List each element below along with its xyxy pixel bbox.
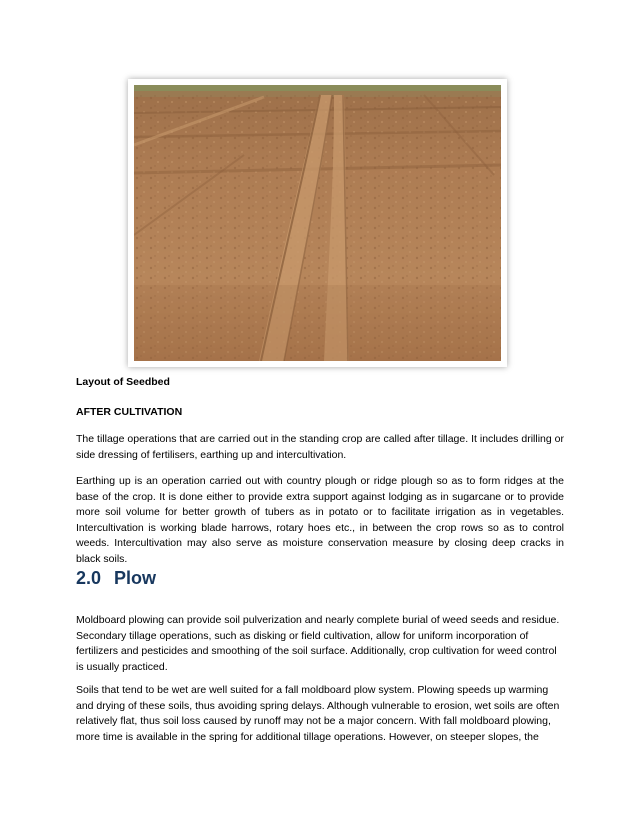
after-cultivation-paragraph-1: The tillage operations that are carried out in the standing crop are called after tillage. It includes drilling or side dressing of fertilisers, earthing up and intercultivation. <box>76 433 564 461</box>
plow-section-heading <box>76 568 156 589</box>
figure-caption: Layout of Seedbed <box>76 376 170 388</box>
seedbed-field-image <box>134 85 501 361</box>
plow-paragraph-2: Soils that tend to be wet are well suited for a fall moldboard plow system. Plowing speeds up warming and drying of these soils, thus avoiding spring delays. Although vulnerable to erosion, wet soils are often relatively flat, thus soil loss caused by runoff may not be a major concern. With fall moldboard plowing, more time is available in the spring for additional tillage operations. However, on steeper slopes, the <box>76 684 560 743</box>
after-cultivation-heading: AFTER CULTIVATION <box>76 406 183 418</box>
seedbed-photo-frame <box>128 79 507 367</box>
section-number: 2.0 <box>76 568 102 588</box>
plow-paragraph-1: Moldboard plowing can provide soil pulverization and nearly complete burial of weed seeds and residue. Secondary tillage operations, such as disking or field cultivation, allow for uniform incorporation of fertilizers and pesticides and smoothing of the soil surface. Additionally, crop cultivation for weed control is usually practiced. <box>76 614 560 673</box>
section-title-text: Plow <box>114 568 157 588</box>
after-cultivation-paragraph-2: Earthing up is an operation carried out with country plough or ridge plough so as to form ridges at the base of the crop. It is done either to provide extra support against lodging as in sugarcane or to provide more soil volume for better growth of tubers as in potato or to facilitate irrigation as in vegetables. Intercultivation is working blade harrows, rotary hoes etc., in between the crop rows so as to control weeds. Intercultivation may also serve as moisture conservation measure by closing deep cracks in black soils. <box>76 475 564 565</box>
